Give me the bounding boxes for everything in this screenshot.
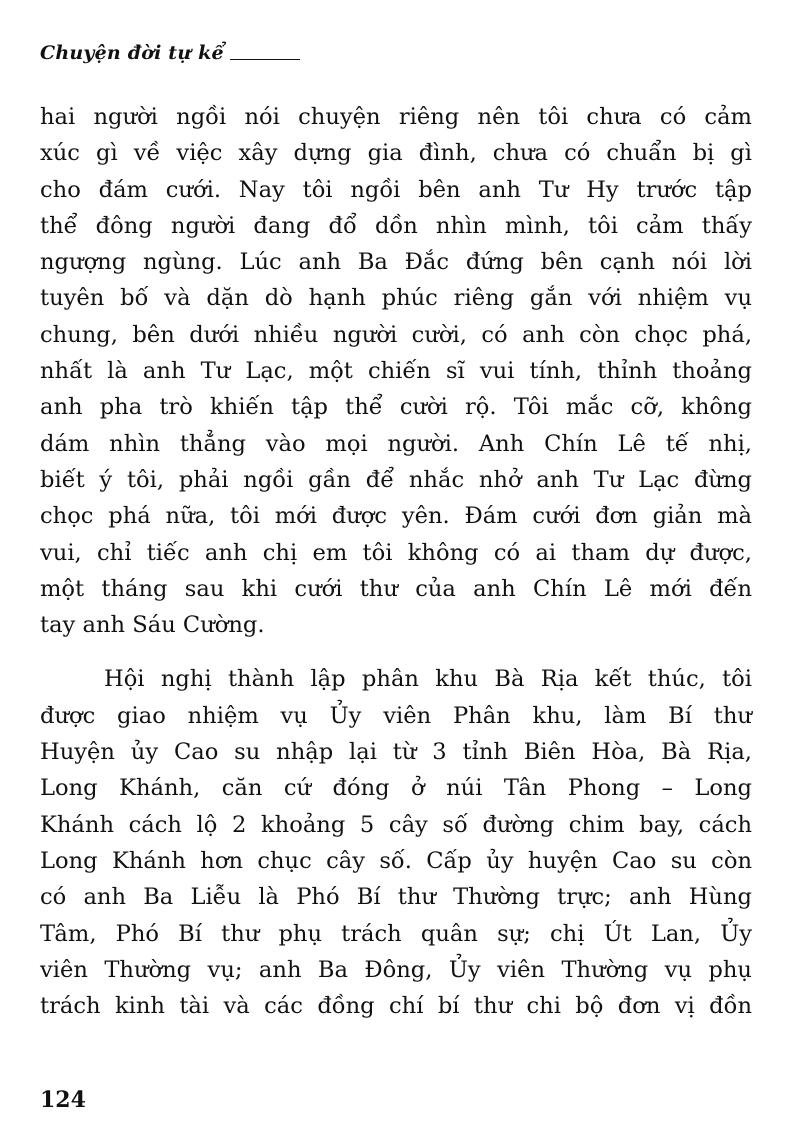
- text-line: dám nhìn thẳng vào mọi người. Anh Chín Lê tế nhị,: [40, 430, 752, 457]
- text-line: biết ý tôi, phải ngồi gần để nhắc nhở anh Tư Lạc đừng: [40, 466, 752, 493]
- text-line: Hội nghị thành lập phân khu Bà Rịa kết thúc, tôi: [104, 666, 752, 693]
- text-line: chung, bên dưới nhiều người cười, có anh còn chọc phá,: [40, 321, 752, 348]
- page-number: 124: [40, 1087, 86, 1113]
- paragraph-2: [40, 661, 752, 1024]
- text-line: Khánh cách lộ 2 khoảng 5 cây số đường chim bay, cách: [40, 811, 752, 838]
- text-line: tay anh Sáu Cường.: [40, 612, 265, 639]
- running-header: [40, 42, 300, 64]
- text-line: trách kinh tài và các đồng chí bí thư chi bộ đơn vị đồn: [40, 993, 752, 1020]
- running-title: Chuyện đời tự kể: [40, 42, 224, 64]
- text-line: hai người ngồi nói chuyện riêng nên tôi chưa có cảm: [40, 104, 752, 130]
- text-line: một tháng sau khi cưới thư của anh Chín Lê mới đến: [40, 575, 752, 602]
- text-line: cho đám cưới. Nay tôi ngồi bên anh Tư Hy trước tập: [40, 176, 752, 203]
- text-line: Huyện ủy Cao su nhập lại từ 3 tỉnh Biên Hòa, Bà Rịa,: [40, 739, 752, 766]
- text-line: Long Khánh hơn chục cây số. Cấp ủy huyện Cao su còn: [40, 847, 752, 874]
- text-line: nhất là anh Tư Lạc, một chiến sĩ vui tính, thỉnh thoảng: [40, 358, 752, 385]
- text-line: tuyên bố và dặn dò hạnh phúc riêng gắn với nhiệm vụ: [40, 285, 752, 312]
- text-line: viên Thường vụ; anh Ba Đông, Ủy viên Thường vụ phụ: [40, 956, 752, 983]
- paragraph-1: [40, 99, 752, 643]
- text-line: được giao nhiệm vụ Ủy viên Phân khu, làm Bí thư: [40, 702, 752, 729]
- text-line: Long Khánh, căn cứ đóng ở núi Tân Phong – Long: [40, 775, 752, 802]
- text-line: xúc gì về việc xây dựng gia đình, chưa có chuẩn bị gì: [40, 140, 752, 167]
- text-line: anh pha trò khiến tập thể cười rộ. Tôi mắc cỡ, không: [40, 394, 752, 421]
- text-line: vui, chỉ tiếc anh chị em tôi không có ai tham dự được,: [40, 539, 752, 566]
- text-line: chọc phá nữa, tôi mới được yên. Đám cưới đơn giản mà: [40, 503, 752, 530]
- text-line: thể đông người đang đổ dồn nhìn mình, tôi cảm thấy: [40, 212, 752, 239]
- header-rule: [230, 59, 300, 60]
- text-line: có anh Ba Liễu là Phó Bí thư Thường trực; anh Hùng: [40, 884, 752, 911]
- text-line: Tâm, Phó Bí thư phụ trách quân sự; chị Út Lan, Ủy: [40, 920, 752, 947]
- text-line: ngượng ngùng. Lúc anh Ba Đắc đứng bên cạnh nói lời: [40, 249, 752, 276]
- body-text: [40, 99, 752, 1024]
